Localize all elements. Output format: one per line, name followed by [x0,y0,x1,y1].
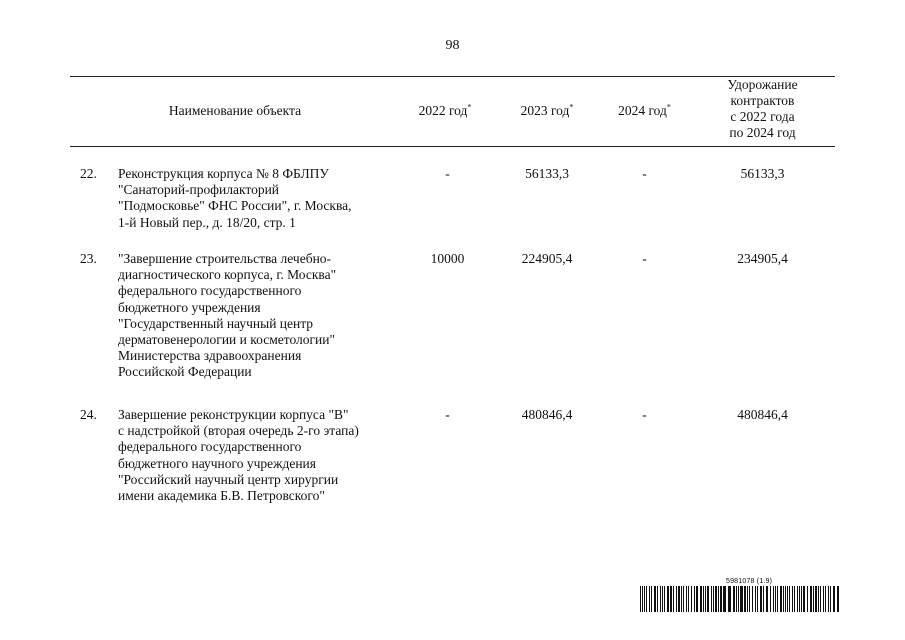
row-value-2024: - [642,251,647,266]
barcode-bar [649,586,650,612]
barcode-bar [815,586,817,612]
barcode-bar [833,586,835,612]
barcode-bar [820,586,821,612]
row-value-2022: 10000 [430,251,465,266]
row-value-2023: 224905,4 [521,251,573,266]
barcode-bar [818,586,819,612]
row-value-2024: - [642,166,647,181]
barcode-bar [707,586,709,612]
barcode-bar [797,586,798,612]
barcode-bar [792,586,793,612]
table-header-rule [70,146,835,147]
row-number: 23. [80,251,97,266]
barcode-bar [770,586,771,612]
barcode-bar [825,586,826,612]
barcode-bar [813,586,814,612]
row-value-total: 480846,4 [737,407,788,422]
barcode-bar [780,586,782,612]
barcode-bar [651,586,652,612]
header-cost-line: контрактов [730,93,795,108]
row-value-2023: 480846,4 [521,407,573,422]
barcode-bar [691,586,692,612]
barcode-bar [766,586,768,612]
barcode-bar [657,586,658,612]
barcode-bar [670,586,672,612]
barcode-bar [733,586,735,612]
header-cost-increase [700,77,825,141]
barcode-bar [749,586,750,612]
header-object-name: Наименование объекта [168,103,302,118]
row-number: 22. [80,166,97,181]
barcode-bar [744,586,746,612]
barcode-bar [773,586,774,612]
barcode-bar [787,586,788,612]
barcode-bar [777,586,778,612]
row-value-total: 234905,4 [737,251,788,266]
barcode-bar [662,586,663,612]
barcode-bar [654,586,656,612]
barcode-bar [681,586,682,612]
barcode-bar [830,586,831,612]
barcode-bar [755,586,756,612]
barcode-bar [799,586,800,612]
header-cost-line: по 2024 год [729,125,796,140]
barcode-bar [718,586,719,612]
row-value-2024: - [642,407,647,422]
header-2024-label: 2024 год [618,103,667,118]
barcode-bar [775,586,776,612]
barcode-bar [720,586,722,612]
barcode-bar [752,586,753,612]
barcode-bar [801,586,802,612]
barcode-bar [678,586,680,612]
barcode-bar [828,586,829,612]
barcode-bar [686,586,687,612]
barcode-bar [783,586,784,612]
barcode-bar [837,586,839,612]
barcode-bar [736,586,737,612]
barcode-bar [794,586,795,612]
barcode-bar [760,586,762,612]
header-2023-label: 2023 год [520,103,570,118]
barcode-bar [640,586,641,612]
row-value-2023: 56133,3 [525,166,569,181]
document-code: 5981078 (1.9) [726,578,773,585]
barcode-bar [789,586,790,612]
barcode-bar [673,586,674,612]
header-2022-label: 2022 год [418,103,468,118]
barcode-bar [703,586,704,612]
row-object-name: Реконструкция корпуса № 8 ФБЛПУ "Санаторий-профилакторий "Подмосковье" ФНС России", г. Москва, 1-й Новый пер., д. 18/20, стр. 1 [118,166,352,230]
barcode-bar [660,586,661,612]
barcode-bar [688,586,689,612]
barcode-bar [807,586,808,612]
row-number: 24. [80,407,97,422]
barcode-bar [667,586,669,612]
barcode-bar [646,586,647,612]
barcode-bar [705,586,706,612]
barcode-bar [785,586,786,612]
barcode [640,586,840,612]
barcode-bar [676,586,677,612]
barcode-bar [711,586,712,612]
header-2024 [597,103,692,119]
barcode-bar [803,586,805,612]
footnote-mark: * [666,102,671,112]
barcode-bar [723,586,726,612]
barcode-bar [810,586,812,612]
barcode-bar [747,586,748,612]
barcode-bar [700,586,702,612]
row-value-2022: - [445,407,450,422]
barcode-bar [823,586,824,612]
barcode-bar [757,586,758,612]
page-number: 98 [445,38,460,53]
row-object-name: Завершение реконструкции корпуса "В" с надстройкой (вторая очередь 2-го этапа) федерального государственного бюджетного научного учреждения "Российский научный центр хирургии имени академика Б.В. Петровского" [118,407,359,504]
footnote-mark: * [467,102,472,112]
barcode-bar [728,586,731,612]
barcode-bar [715,586,717,612]
barcode-bar [694,586,695,612]
row-value-total: 56133,3 [740,166,785,181]
header-cost-line: Удорожание [727,77,798,92]
barcode-bar [696,586,698,612]
barcode-bar [740,586,743,612]
barcode-bar [713,586,714,612]
barcode-bar [738,586,739,612]
barcode-bar [644,586,645,612]
row-object-name: "Завершение строительства лечебно- диагностического корпуса, г. Москва" федерального государственного бюджетного учреждения "Государственный научный центр дерматовенерологии и косметологии" Министерства здравоохранения Российской Федерации [118,251,337,380]
footnote-mark: * [569,102,574,112]
header-cost-line: с 2022 года [730,109,795,124]
barcode-bar [763,586,764,612]
header-2022 [400,103,490,119]
barcode-bar [683,586,684,612]
row-value-2022: - [445,166,450,181]
barcode-bar [664,586,665,612]
barcode-bar [642,586,643,612]
header-2023 [497,103,597,119]
